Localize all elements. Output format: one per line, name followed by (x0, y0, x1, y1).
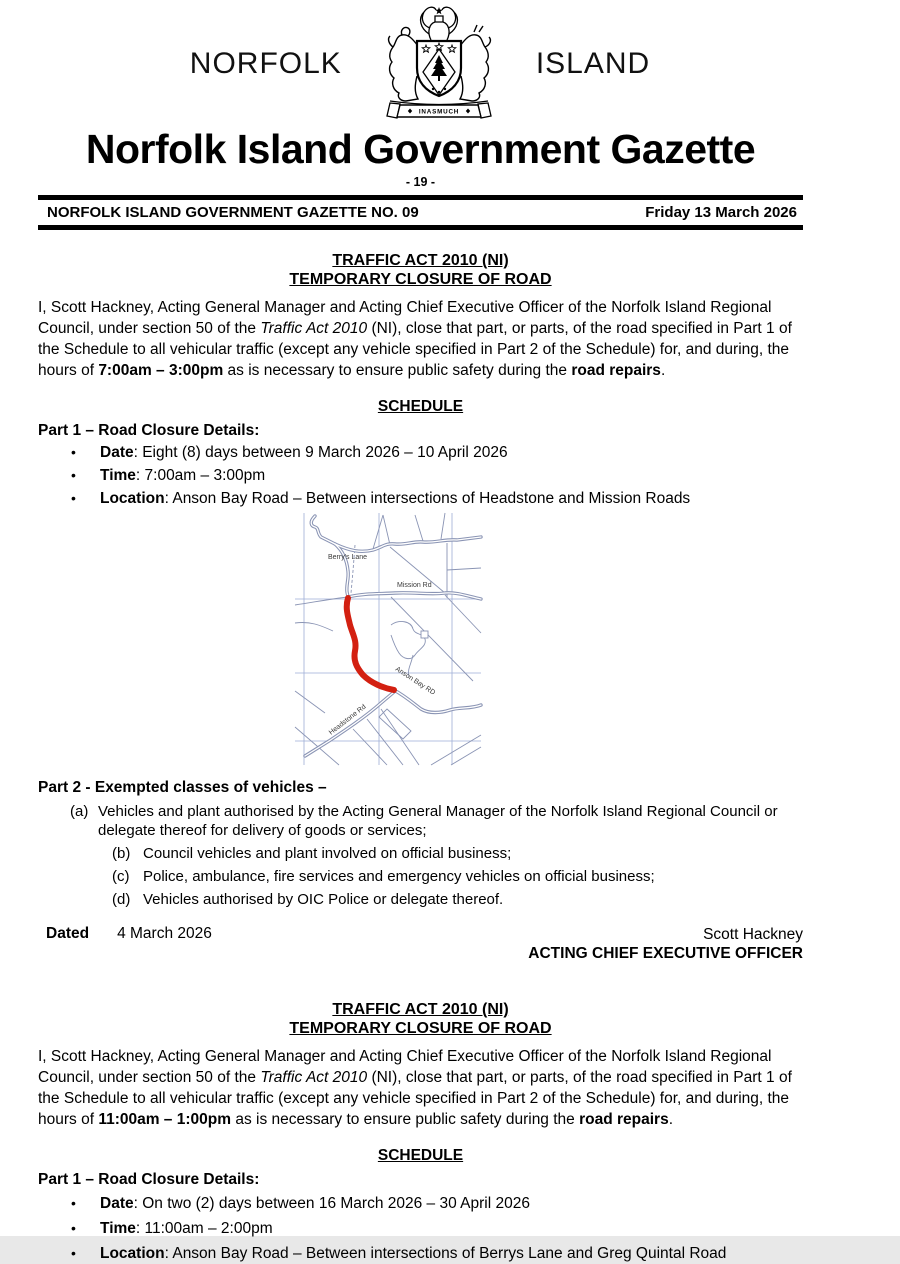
notice-2-heading (38, 1000, 803, 1038)
bullet-dot: • (71, 444, 76, 460)
map-label-berrys-lane: Berry's Lane (328, 554, 368, 561)
bullet-location-2 (38, 1243, 803, 1264)
bullet-location-label: Location (100, 490, 165, 507)
exemption-c-marker: (c) (112, 868, 130, 885)
masthead-right-word: ISLAND (535, 47, 651, 80)
notice-2-part1-heading: Part 1 – Road Closure Details: (38, 1171, 260, 1188)
bullet-time-2 (38, 1218, 803, 1239)
masthead-left-word: NORFOLK (189, 47, 342, 80)
notice-1-schedule-heading: SCHEDULE (377, 398, 464, 415)
gazette-title: Norfolk Island Government Gazette (85, 126, 756, 172)
bullet-time-label: Time (100, 467, 136, 484)
notice-2-body: I, Scott Hackney, Acting General Manager and Acting Chief Executive Officer of the Norfolk Island Regional Council, under section 50 of the Traffic Act 2010 (NI), close that part, or parts, of the road specified in Part 1 of the Schedule to all vehicular traffic (except any vehicle specified in Part 2 of the Schedule) for, and during, the hours of 11:00am – 1:00pm as is necessary to ensure public safety during the road repairs. (38, 1048, 792, 1128)
notice-2-schedule-heading: SCHEDULE (377, 1147, 464, 1164)
bullet-date (38, 442, 803, 463)
notice-1-heading (38, 251, 803, 289)
signatory-title: ACTING CHIEF EXECUTIVE OFFICER (528, 945, 803, 962)
exemption-a-marker: (a) (70, 803, 89, 820)
page-number: - 19 - (405, 175, 436, 189)
dated-label: Dated (46, 925, 90, 942)
notice-2-heading-line2: TEMPORARY CLOSURE OF ROAD (289, 1020, 552, 1037)
bullet-time (38, 465, 803, 486)
bullet-dot: • (71, 490, 76, 506)
notice-1-part1-heading: Part 1 – Road Closure Details: (38, 422, 260, 439)
bullet-date-2-label: Date (100, 1195, 134, 1212)
notice-2-heading-line1: TRAFFIC ACT 2010 (NI) (332, 1001, 509, 1018)
notice-1-heading-line1: TRAFFIC ACT 2010 (NI) (332, 252, 509, 269)
exemption-d (38, 890, 803, 909)
map-label-mission-rd: Mission Rd (397, 582, 432, 589)
road-closure-map (295, 513, 481, 765)
bullet-location (38, 488, 803, 509)
bullet-time-2-label: Time (100, 1220, 136, 1237)
map-closure-highlight (347, 598, 394, 690)
bullet-time-2-text: : 11:00am – 2:00pm (135, 1220, 273, 1237)
dated-value: 4 March 2026 (117, 925, 212, 942)
map-label-headstone-rd: Headstone Rd (327, 703, 368, 737)
map-label-anson-bay-rd: Anson Bay RD (393, 665, 437, 697)
map-minor-roads (295, 513, 481, 765)
exemption-b-text: Council vehicles and plant involved on official business; (143, 845, 512, 862)
bullet-location-text: : Anson Bay Road – Between intersections of Headstone and Mission Roads (164, 490, 691, 507)
bullet-dot: • (71, 1220, 76, 1236)
gazette-header-bar (38, 195, 803, 230)
exemption-b-marker: (b) (112, 845, 131, 862)
notice-1-heading-line2: TEMPORARY CLOSURE OF ROAD (289, 271, 552, 288)
gazette-date: Friday 13 March 2026 (645, 204, 797, 221)
exemption-d-marker: (d) (112, 891, 131, 908)
bullet-dot: • (71, 1195, 76, 1211)
notice-1-part2-heading: Part 2 - Exempted classes of vehicles – (38, 779, 327, 796)
notice-1-body: I, Scott Hackney, Acting General Manager and Acting Chief Executive Officer of the Norfolk Island Regional Council, under section 50 of the Traffic Act 2010 (NI), close that part, or parts, of the road specified in Part 1 of the Schedule to all vehicular traffic (except any vehicle specified in Part 2 of the Schedule) for, and during, the hours of 7:00am – 3:00pm as is necessary to ensure public safety during the road repairs. (38, 299, 792, 379)
exemption-d-text: Vehicles authorised by OIC Police or delegate thereof. (143, 891, 504, 908)
notice-2 (38, 1000, 803, 1264)
signature-block (528, 925, 803, 963)
gazette-number: NORFOLK ISLAND GOVERNMENT GAZETTE NO. 09 (47, 204, 419, 221)
bullet-date-2-text: : On two (2) days between 16 March 2026 – 30 April 2026 (133, 1195, 530, 1212)
map-major-roads (305, 516, 481, 756)
bullet-location-2-text: : Anson Bay Road – Between intersections of Berrys Lane and Greg Quintal Road (164, 1245, 727, 1262)
exemption-c-text: Police, ambulance, fire services and emergency vehicles on official business; (143, 868, 655, 885)
coat-of-arms-icon (384, 4, 494, 124)
crest-motto: INASMUCH (418, 108, 459, 116)
masthead (0, 0, 840, 125)
bullet-time-text: : 7:00am – 3:00pm (135, 467, 266, 484)
bullet-dot: • (71, 467, 76, 483)
signatory-name: Scott Hackney (703, 926, 803, 943)
exemption-a (38, 802, 803, 840)
exemption-a-text: Vehicles and plant authorised by the Acting General Manager of the Norfolk Island Regional Council or delegate thereof for delivery of goods or services; (98, 803, 778, 839)
exemption-b (38, 844, 803, 863)
map-grid (295, 513, 481, 765)
bullet-date-2 (38, 1193, 803, 1214)
bullet-location-2-label: Location (100, 1245, 165, 1262)
bullet-dot: • (71, 1245, 76, 1261)
exemption-c (38, 867, 803, 886)
dated-row (38, 925, 803, 963)
bullet-date-label: Date (100, 444, 134, 461)
bullet-date-text: : Eight (8) days between 9 March 2026 – 10 April 2026 (133, 444, 508, 461)
notice-1 (38, 251, 803, 963)
